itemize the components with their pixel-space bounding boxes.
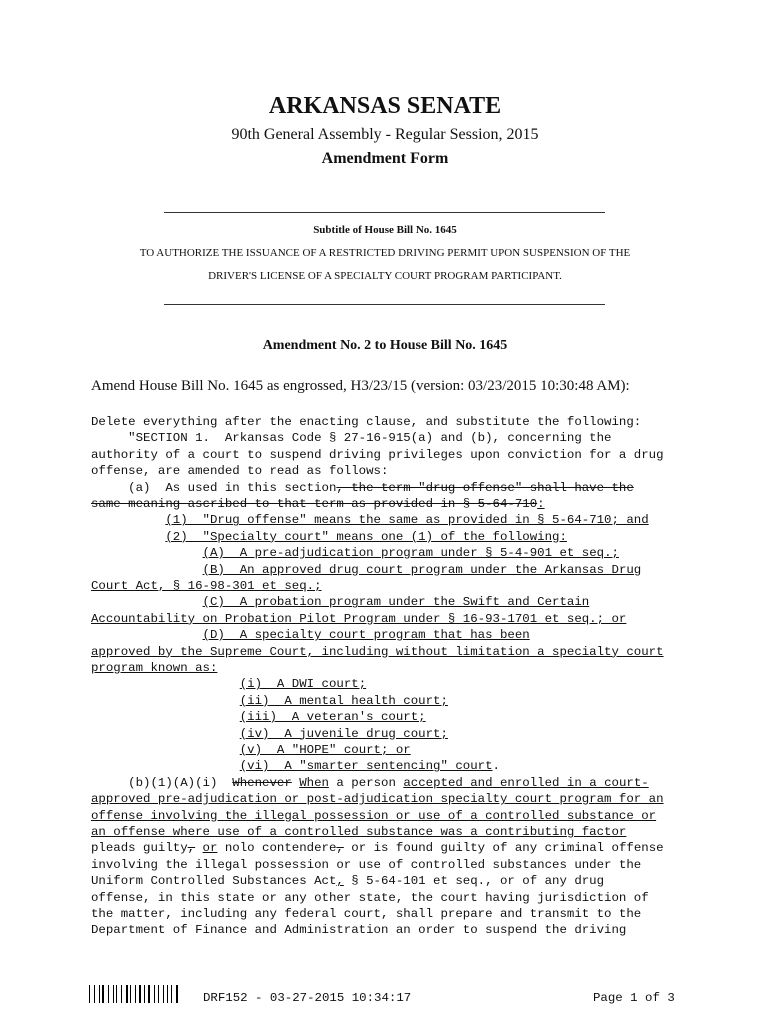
body-line — [91, 512, 649, 528]
body-text-run: offense, in this state or any other state, the court having jurisdiction of — [91, 890, 649, 905]
body-line — [91, 890, 649, 906]
form-name: Amendment Form — [321, 150, 449, 167]
body-text-run: Court Act, § 16-98-301 et seq.; — [91, 579, 322, 593]
body-text-run: Uniform Controlled Substances Act — [91, 874, 337, 889]
body-text-run: (v) A "HOPE" court; or — [239, 743, 411, 757]
subtitle-label: Subtitle of House Bill No. 1645 — [313, 224, 457, 236]
body-text-run: approved by the Supreme Court, including without limitation a specialty court — [91, 644, 664, 659]
body-text-run: or — [202, 841, 218, 856]
body-text-run: a person — [328, 775, 404, 790]
body-text-run: (B) An approved drug court program under the Arkansas Drug — [202, 562, 642, 577]
body-text-run: involving the illegal possession or use of controlled substances under the — [91, 857, 642, 872]
body-text-run: (vi) A "smarter sentencing" court — [239, 759, 493, 774]
body-text-run: approved pre-adjudication or post-adjudication specialty court program for an — [91, 792, 664, 807]
amendment-intro: Amend House Bill No. 1645 as engrossed, H3/23/15 (version: 03/23/2015 10:30:48 AM): — [91, 378, 630, 394]
body-line — [91, 709, 426, 725]
body-text-run: : — [537, 497, 545, 511]
body-line — [91, 824, 626, 840]
body-line — [91, 775, 649, 791]
body-line — [91, 676, 366, 692]
body-text-run: , the term "drug offense" shall have the — [336, 480, 634, 495]
body-text-run — [91, 694, 240, 708]
body-text-run: (b)(1)(A)(i) — [91, 775, 233, 790]
subtitle-line-2: DRIVER'S LICENSE OF A SPECIALTY COURT PROGRAM PARTICIPANT. — [208, 270, 562, 282]
body-line — [91, 873, 604, 889]
barcode-icon — [89, 985, 181, 1003]
body-text-run: (D) A specialty court program that has been — [202, 628, 530, 643]
body-line — [91, 430, 612, 446]
body-text-run: (i) A DWI court; — [239, 677, 367, 692]
body-line — [91, 644, 664, 660]
body-text-run: offense, are amended to read as follows: — [91, 464, 389, 479]
body-line — [91, 545, 619, 561]
body-text-run: (ii) A mental health court; — [239, 693, 448, 708]
footer-document-id: DRF152 - 03-27-2015 10:34:17 — [203, 991, 412, 1005]
body-line — [91, 758, 500, 774]
body-text-run: (C) A probation program under the Swift and Certain — [202, 595, 590, 610]
body-line — [91, 578, 322, 594]
document-title: ARKANSAS SENATE — [268, 93, 502, 119]
body-line — [91, 726, 448, 742]
body-line — [91, 791, 664, 807]
body-line — [91, 660, 217, 676]
body-text-run — [195, 841, 202, 855]
body-line — [91, 857, 641, 873]
body-text-run: program known as: — [91, 661, 218, 675]
session-line: 90th General Assembly - Regular Session, 2015 — [231, 126, 539, 143]
body-text-run: an offense where use of a controlled substance was a contributing factor — [91, 825, 627, 839]
subtitle-line-1: TO AUTHORIZE THE ISSUANCE OF A RESTRICTED DRIVING PERMIT UPON SUSPENSION OF THE — [139, 247, 631, 259]
body-line — [91, 447, 664, 463]
body-line — [91, 808, 656, 824]
body-line — [91, 906, 641, 922]
body-text-run: (2) "Specialty court" means one (1) of the following: — [165, 529, 567, 544]
body-text-run: (A) A pre-adjudication program under § 5-4-901 et seq.; — [202, 546, 619, 561]
body-text-run: nolo contendere — [217, 841, 337, 856]
amendment-heading: Amendment No. 2 to House Bill No. 1645 — [262, 338, 508, 353]
body-line — [91, 922, 626, 938]
body-text-run: Whenever — [232, 775, 292, 790]
body-line — [91, 529, 567, 545]
body-text-run: Delete everything after the enacting clause, and substitute the following: — [91, 415, 642, 429]
body-text-run: offense involving the illegal possession or use of a controlled substance or — [91, 808, 657, 823]
body-text-run: § 5-64-101 et seq., or of any drug — [343, 874, 605, 889]
body-line — [91, 562, 641, 578]
body-text-run — [91, 563, 203, 577]
body-text-run: pleads guilty — [91, 841, 188, 856]
body-text-run — [91, 546, 203, 560]
body-line — [91, 463, 388, 479]
body-line — [91, 480, 634, 496]
body-line — [91, 693, 448, 709]
body-line — [91, 627, 530, 643]
body-text-run — [91, 759, 240, 773]
body-text-run: (iv) A juvenile drug court; — [239, 726, 448, 741]
body-text-run: the matter, including any federal court, shall prepare and transmit to the — [91, 907, 642, 921]
body-text-run — [91, 727, 240, 741]
body-text-run: When — [299, 775, 329, 790]
body-line — [91, 840, 664, 856]
body-line — [91, 414, 641, 430]
body-text-run — [91, 595, 203, 609]
body-text-run: or is found guilty of any criminal offense — [343, 841, 664, 856]
body-text-run: , — [336, 841, 344, 856]
body-text-run — [91, 530, 165, 544]
body-text-run: same meaning ascribed to that term as provided in § 5-64-710 — [91, 497, 538, 511]
body-text-run — [91, 743, 240, 757]
body-line — [91, 742, 411, 758]
body-text-run — [91, 677, 240, 691]
divider-bottom — [164, 304, 605, 305]
body-text-run: Accountability on Probation Pilot Program under § 16-93-1701 et seq.; or — [91, 611, 627, 626]
body-text-run: Department of Finance and Administration an order to suspend the driving — [91, 923, 627, 938]
body-text-run — [91, 513, 165, 527]
body-line — [91, 496, 545, 512]
body-text-run — [91, 710, 240, 724]
body-text-run: (iii) A veteran's court; — [239, 710, 426, 725]
body-text-run: "SECTION 1. Arkansas Code § 27-16-915(a) and (b), concerning the — [91, 431, 612, 446]
body-text-run: . — [492, 759, 500, 774]
body-text-run: authority of a court to suspend driving privileges upon conviction for a drug — [91, 447, 664, 462]
divider-top — [164, 212, 605, 213]
body-text-run: , — [336, 874, 344, 889]
body-line — [91, 611, 626, 627]
body-text-run: accepted and enrolled in a court- — [403, 775, 649, 790]
footer-page-number: Page 1 of 3 — [593, 991, 675, 1005]
body-text-run: (1) "Drug offense" means the same as provided in § 5-64-710; and — [165, 513, 649, 528]
body-text-run: , — [187, 841, 196, 856]
body-text-run — [91, 628, 203, 642]
body-text-run: (a) As used in this section — [91, 480, 337, 495]
body-line — [91, 594, 589, 610]
